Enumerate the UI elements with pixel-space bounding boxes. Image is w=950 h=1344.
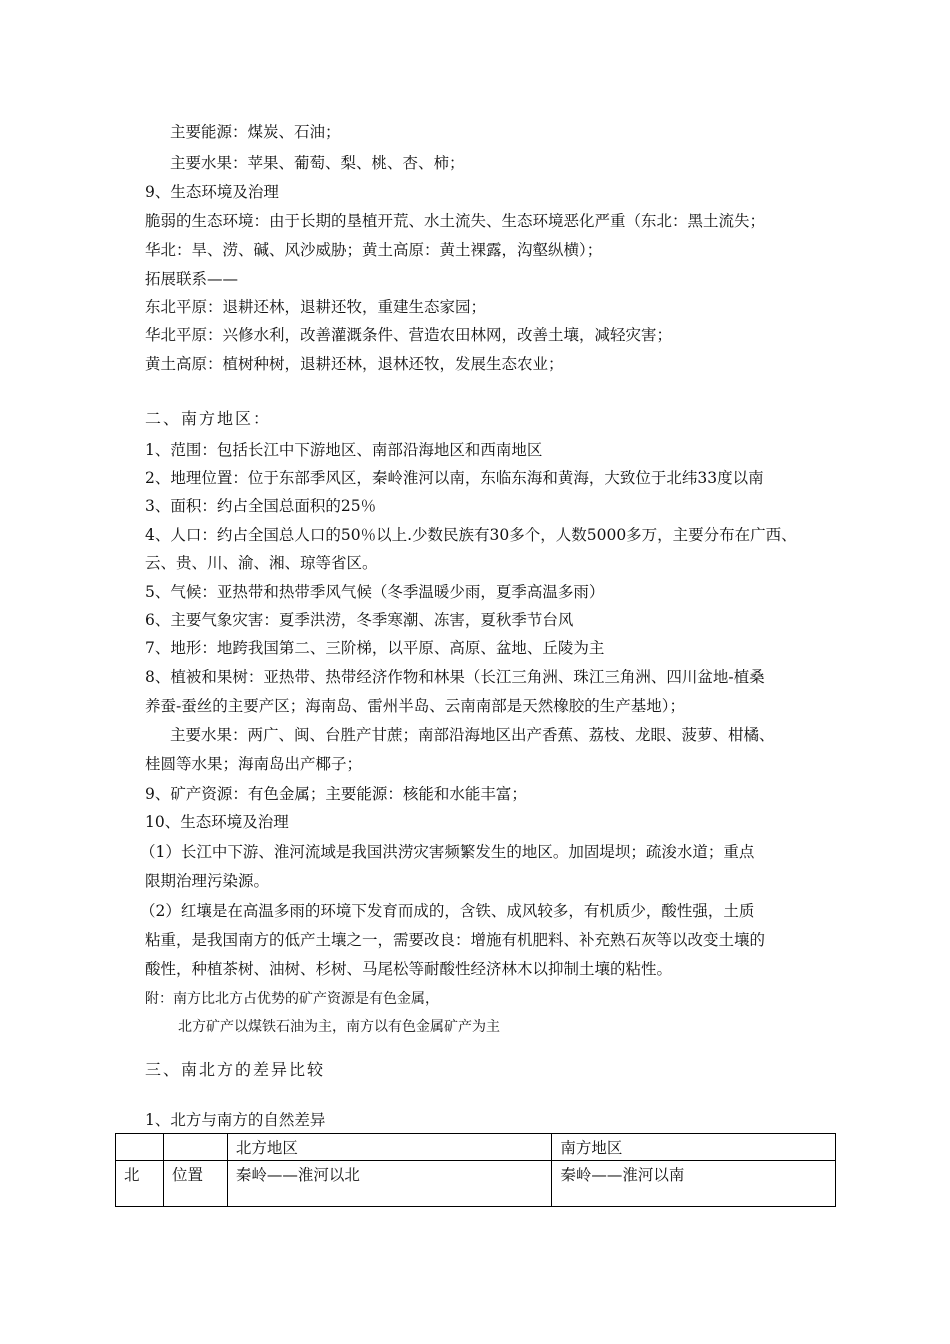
south-pop2: 云、贵、川、渝、湘、琼等省区。 bbox=[145, 554, 378, 572]
north-eco-line1: 脆弱的生态环境：由于长期的垦植开荒、水土流失、生态环境恶化严重（东北：黑土流失； bbox=[145, 212, 766, 230]
south-heading: 二、南方地区： bbox=[145, 409, 272, 428]
south-mineral: 9、矿产资源：有色金属；主要能源：核能和水能丰富； bbox=[145, 785, 527, 803]
north-ext: 拓展联系—— bbox=[145, 270, 239, 288]
south-eco2c: 酸性，种植茶树、油树、杉树、马尾松等耐酸性经济林木以抑制土壤的粘性。 bbox=[145, 960, 673, 978]
table-header-south: 南方地区 bbox=[552, 1134, 836, 1161]
south-veg2: 养蚕-蚕丝的主要产区；海南岛、雷州半岛、云南南部是天然橡胶的生产基地）； bbox=[145, 697, 685, 715]
south-pop1: 4、人口：约占全国总人口的50％以上.少数民族有30多个，人数5000多万，主要分布在广西、 bbox=[145, 526, 797, 544]
south-location: 2、地理位置：位于东部季风区，秦岭淮河以南，东临东海和黄海，大致位于北纬33度以南 bbox=[145, 469, 764, 487]
south-eco1b: 限期治理污染源。 bbox=[145, 872, 270, 890]
table-header-cell bbox=[116, 1134, 164, 1161]
table-header-row bbox=[116, 1134, 836, 1161]
table-header-north: 北方地区 bbox=[227, 1134, 552, 1161]
south-fruit1: 主要水果：两广、闽、台胜产甘蔗；南部沿海地区出产香蕉、荔枝、龙眼、菠萝、柑橘、 bbox=[170, 726, 775, 744]
table-cell-attribute: 位置 bbox=[163, 1161, 227, 1207]
table-cell-north: 秦岭——淮河以北 bbox=[227, 1161, 552, 1207]
south-eco-title: 10、生态环境及治理 bbox=[145, 813, 289, 831]
north-huabei: 华北平原：兴修水利，改善灌溉条件、营造农田林网，改善土壤，减轻灾害； bbox=[145, 326, 673, 344]
south-fruit2: 桂圆等水果；海南岛出产椰子； bbox=[145, 755, 363, 773]
south-note1: 附：南方比北方占优势的矿产资源是有色金属， bbox=[145, 991, 439, 1007]
north-dongbei: 东北平原：退耕还林，退耕还牧，重建生态家园； bbox=[145, 298, 487, 316]
north-eco-line2: 华北：旱、涝、碱、风沙威胁；黄土高原：黄土裸露，沟壑纵横）； bbox=[145, 241, 603, 259]
north-energy: 主要能源：煤炭、石油； bbox=[170, 123, 341, 141]
north-eco-title: 9、生态环境及治理 bbox=[145, 183, 279, 201]
south-area: 3、面积：约占全国总面积的25％ bbox=[145, 497, 377, 515]
table-row bbox=[116, 1161, 836, 1207]
table-header-cell bbox=[163, 1134, 227, 1161]
south-terrain: 7、地形：地跨我国第二、三阶梯，以平原、高原、盆地、丘陵为主 bbox=[145, 639, 605, 657]
south-eco2a: （2）红壤是在高温多雨的环境下发育而成的，含铁、成风较多，有机质少，酸性强，土质 bbox=[140, 902, 755, 920]
north-huangtu: 黄土高原：植树种树，退耕还林，退林还牧，发展生态农业； bbox=[145, 355, 564, 373]
compare-heading: 三、南北方的差异比较 bbox=[145, 1060, 326, 1079]
south-disaster: 6、主要气象灾害：夏季洪涝，冬季寒潮、冻害，夏秋季节台风 bbox=[145, 611, 574, 629]
south-note2: 北方矿产以煤铁石油为主，南方以有色金属矿产为主 bbox=[178, 1019, 500, 1035]
north-fruit: 主要水果：苹果、葡萄、梨、桃、杏、柿； bbox=[170, 154, 465, 172]
south-veg1: 8、植被和果树：亚热带、热带经济作物和林果（长江三角洲、珠江三角洲、四川盆地-植桑 bbox=[145, 668, 765, 686]
south-range: 1、范围：包括长江中下游地区、南部沿海地区和西南地区 bbox=[145, 441, 543, 459]
south-eco1a: （1）长江中下游、淮河流域是我国洪涝灾害频繁发生的地区。加固堤坝；疏浚水道；重点 bbox=[140, 843, 755, 861]
table-cell-south: 秦岭——淮河以南 bbox=[552, 1161, 836, 1207]
south-eco2b: 粘重，是我国南方的低产土壤之一，需要改良：增施有机肥料、补充熟石灰等以改变土壤的 bbox=[145, 931, 766, 949]
comparison-table bbox=[115, 1133, 836, 1207]
south-climate: 5、气候：亚热带和热带季风气候（冬季温暖少雨，夏季高温多雨） bbox=[145, 583, 605, 601]
compare-subtitle: 1、北方与南方的自然差异 bbox=[145, 1111, 326, 1129]
table-cell-region: 北 bbox=[116, 1161, 164, 1207]
